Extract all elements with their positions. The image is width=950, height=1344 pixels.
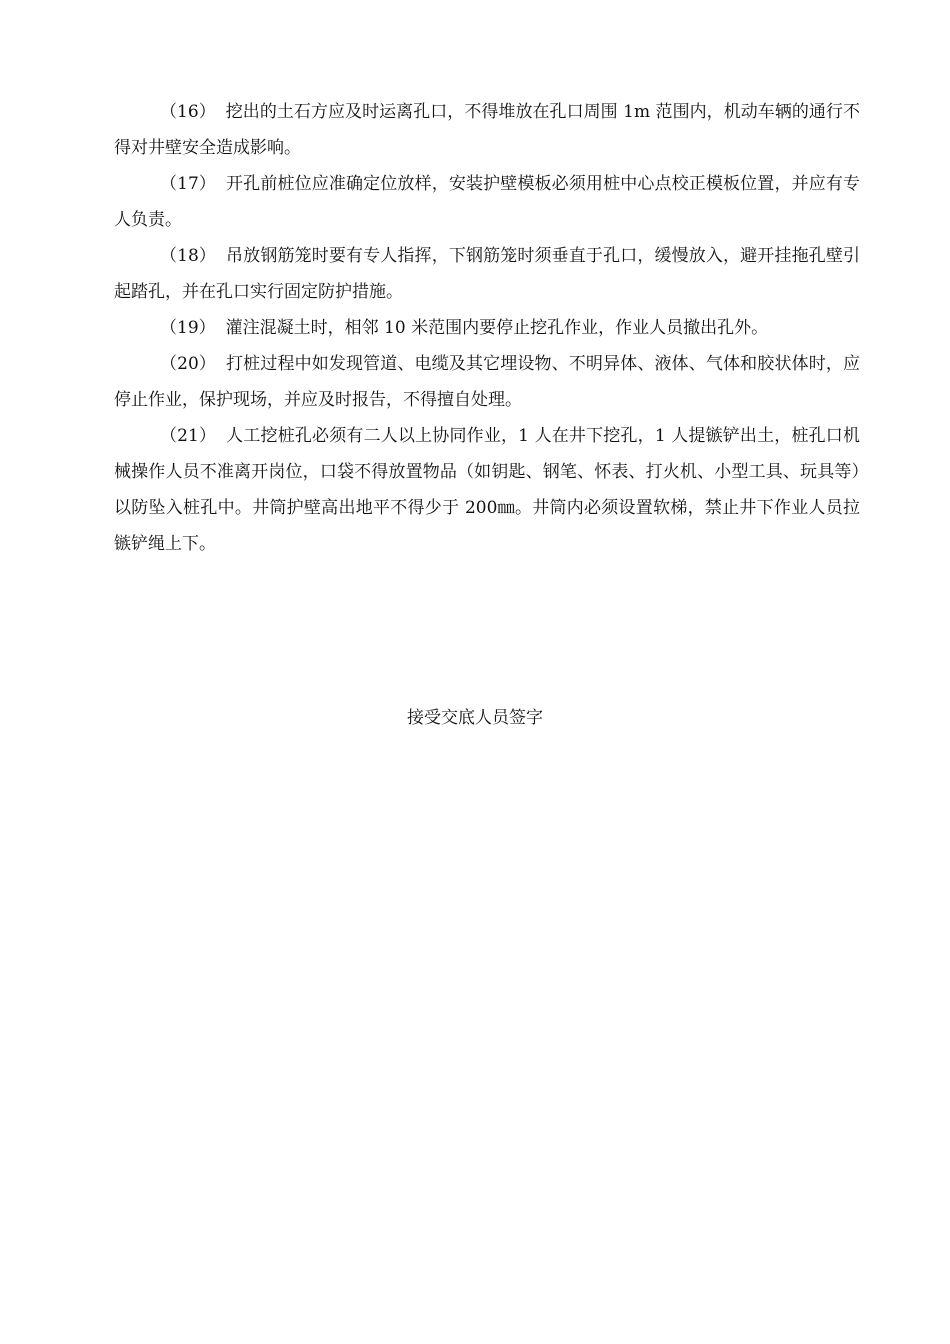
rule-item-16: [114, 94, 860, 166]
rule-number: （18）: [160, 246, 217, 266]
rule-number: （17）: [160, 174, 217, 194]
rule-number: （19）: [160, 318, 216, 338]
signature-label: 接受交底人员签字: [407, 708, 543, 728]
rule-text: 挖出的土石方应及时运离孔口，不得堆放在孔口周围 1m 范围内，机动车辆的通行不得对井壁安全造成影响。: [114, 102, 860, 158]
rule-item-19: [114, 310, 860, 346]
rule-text: 人工挖桩孔必须有二人以上协同作业，1 人在井下挖孔，1 人提镞铲出土，桩孔口机械操作人员不准离开岗位，口袋不得放置物品（如钥匙、钢笔、怀表、打火机、小型工具、玩具等）以防坠入桩孔中。井筒护壁高出地平不得少于 200㎜。井筒内必须设置软梯，禁止井下作业人员拉镞铲绳上下。: [114, 426, 860, 554]
rule-text: 打桩过程中如发现管道、电缆及其它埋设物、不明异体、液体、气体和胶状体时，应停止作业，保护现场，并应及时报告，不得擅自处理。: [114, 354, 860, 410]
rule-text: 吊放钢筋笼时要有专人指挥，下钢筋笼时须垂直于孔口，缓慢放入，避开挂拖孔壁引起踏孔，并在孔口实行固定防护措施。: [114, 246, 860, 302]
rule-item-18: [114, 238, 860, 310]
rule-item-21: [114, 418, 860, 562]
rule-item-20: [114, 346, 860, 418]
rule-number: （21）: [160, 426, 217, 446]
rule-text: 开孔前桩位应准确定位放样，安装护壁模板必须用桩中心点校正模板位置，并应有专人负责。: [114, 174, 860, 230]
rule-item-17: [114, 166, 860, 238]
rule-text: 灌注混凝土时，相邻 10 米范围内要停止挖孔作业，作业人员撤出孔外。: [225, 318, 769, 338]
safety-rules-list: [114, 94, 860, 562]
rule-number: （16）: [160, 102, 216, 122]
rule-number: （20）: [160, 354, 217, 374]
